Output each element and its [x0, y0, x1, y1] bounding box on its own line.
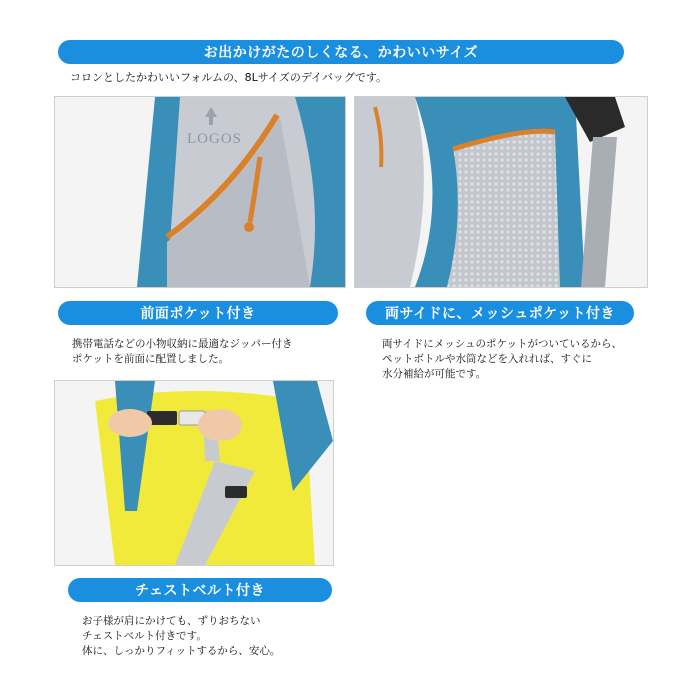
mesh-pocket-desc-line-1: 両サイドにメッシュのポケットがついているから、 [382, 338, 623, 350]
chest-belt-desc-line-2: チェストベルト付きです。 [82, 630, 207, 642]
front-pocket-desc-line-2: ポケットを前面に配置しました。 [72, 353, 229, 365]
mesh-pocket-title: 両サイドに、メッシュポケット付き [384, 306, 616, 322]
header-subtitle: コロンとしたかわいいフォルムの、8Lサイズのデイバッグです。 [70, 71, 387, 84]
mesh-pocket-photo [354, 96, 648, 288]
mesh-pocket-desc-line-2: ペットボトルや水筒などを入れれば、すぐに [382, 353, 592, 365]
logo-text: LOGOS [187, 131, 243, 147]
chest-belt-banner [68, 578, 332, 602]
mesh-pocket-desc-line-3: 水分補給が可能です。 [382, 368, 487, 380]
chest-belt-photo [54, 380, 334, 566]
front-pocket-desc-line-1: 携帯電話などの小物収納に最適なジッパー付き [72, 338, 293, 350]
front-pocket-photo [54, 96, 346, 288]
front-pocket-banner [58, 301, 338, 325]
chest-belt-title: チェストベルト付き [134, 583, 266, 599]
header-title: お出かけがたのしくなる、かわいいサイズ [203, 45, 479, 61]
front-pocket-title: 前面ポケット付き [140, 306, 256, 322]
chest-belt-desc-line-1: お子様が肩にかけても、ずりおちない [82, 615, 261, 627]
header-title-banner [58, 40, 624, 64]
chest-belt-desc-line-3: 体に、しっかりフィットするから、安心。 [82, 645, 281, 657]
mesh-pocket-banner [366, 301, 634, 325]
